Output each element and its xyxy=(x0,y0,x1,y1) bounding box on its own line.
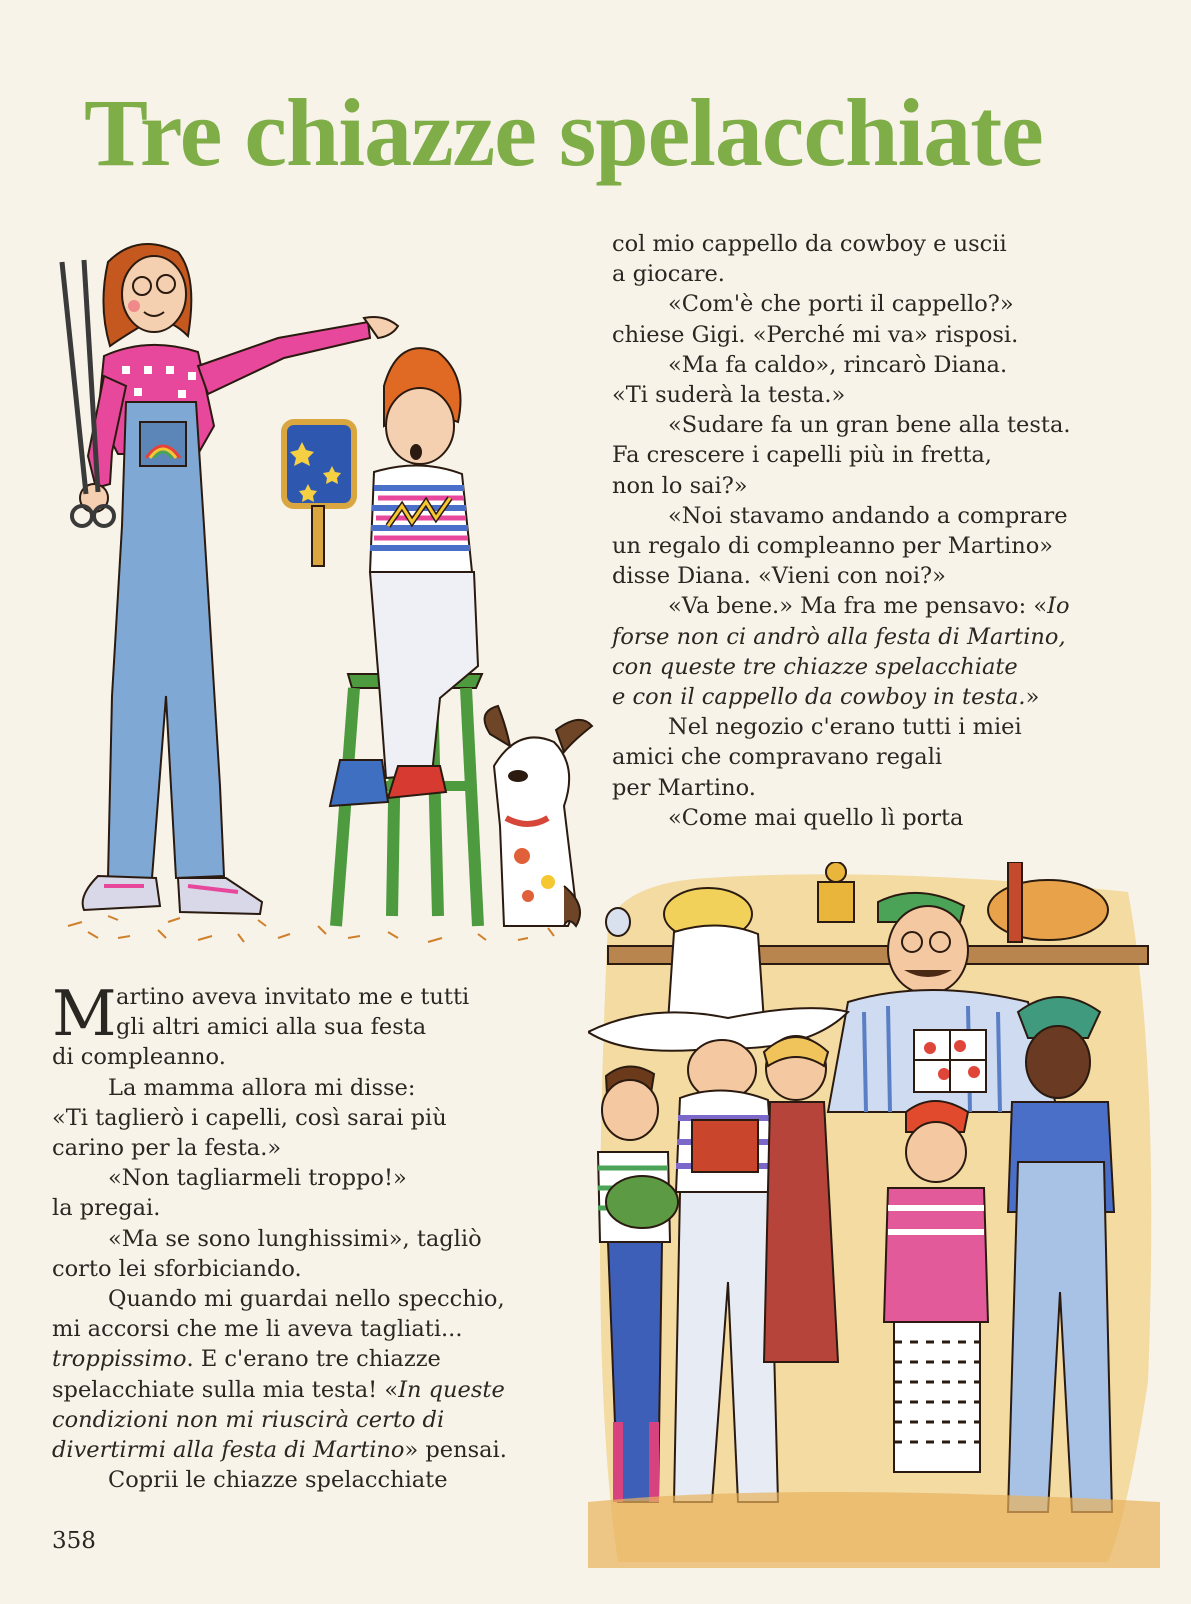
text-line: Fa crescere i capelli più in fretta, xyxy=(612,442,992,469)
text-segment: » xyxy=(1025,684,1040,711)
text-line: disse Diana. «Vieni con noi?» xyxy=(612,563,946,590)
shop-floor xyxy=(588,1492,1160,1568)
gift-box xyxy=(914,1030,986,1092)
text-line: col mio cappello da cowboy e uscii xyxy=(612,231,1007,257)
text-segment: spelacchiate sulla mia testa! « xyxy=(52,1376,399,1403)
text-segment: e con il cappello da cowboy in testa. xyxy=(612,684,1026,711)
text-line: non lo sai?» xyxy=(612,472,748,499)
text-segment: «Va bene.» Ma fra me pensavo: « xyxy=(668,593,1048,620)
text-line: «Ti taglierò i capelli, così sarai più xyxy=(52,1104,447,1131)
text-line: «Noi stavamo andando a comprare xyxy=(668,502,1068,529)
text-segment: » pensai. xyxy=(404,1437,507,1464)
text-line: di compleanno. xyxy=(52,1044,226,1071)
right-column-text xyxy=(612,229,1132,833)
text-line: mi accorsi che me li aveva tagliati... xyxy=(52,1316,463,1343)
text-line: Nel negozio c'erano tutti i miei xyxy=(668,714,1022,741)
text-line: Coprii le chiazze spelacchiate xyxy=(108,1467,448,1494)
text-line: «Non tagliarmeli troppo!» xyxy=(108,1165,407,1192)
text-segment: . E c'erano tre chiazze xyxy=(186,1346,441,1373)
text-line xyxy=(52,1435,592,1465)
dog-figure xyxy=(485,706,592,926)
text-line xyxy=(52,1344,592,1374)
page-number: 358 xyxy=(52,1528,96,1554)
text-line: artino aveva invitato me e tutti xyxy=(116,984,470,1010)
hand-mirror xyxy=(284,422,354,566)
text-line: corto lei sforbiciando. xyxy=(52,1255,302,1282)
text-line: condizioni non mi riuscirà certo di xyxy=(52,1406,445,1433)
text-line xyxy=(52,1375,592,1405)
boy-figure xyxy=(284,348,482,926)
text-line xyxy=(612,591,1132,621)
text-segment: In queste xyxy=(398,1376,505,1403)
text-line: La mamma allora mi disse: xyxy=(108,1074,416,1101)
text-line: «Ma fa caldo», rincarò Diana. xyxy=(668,351,1008,378)
story-title: Tre chiazze spelacchiate xyxy=(84,79,1043,186)
text-line: a giocare. xyxy=(612,261,725,288)
text-line: «Com'è che porti il cappello?» xyxy=(668,291,1014,318)
text-line: «Ti suderà la testa.» xyxy=(612,382,846,409)
drop-cap: M xyxy=(52,977,117,1050)
text-segment: troppissimo xyxy=(52,1346,187,1373)
text-segment: Io xyxy=(1047,593,1070,620)
text-line: per Martino. xyxy=(612,774,756,801)
text-line: forse non ci andrò alla festa di Martino, xyxy=(612,623,1066,650)
text-line: un regalo di compleanno per Martino» xyxy=(612,533,1054,560)
text-line: la pregai. xyxy=(52,1195,161,1222)
text-segment: divertirmi alla festa di Martino xyxy=(52,1437,405,1464)
haircut-scene-illustration xyxy=(48,226,608,972)
text-line: Quando mi guardai nello specchio, xyxy=(108,1286,505,1313)
text-line: «Come mai quello lì porta xyxy=(668,804,964,831)
text-line: gli altri amici alla sua festa xyxy=(116,1014,427,1041)
left-column-text xyxy=(52,977,592,1495)
text-line: carino per la festa.» xyxy=(52,1135,282,1162)
text-line xyxy=(612,682,1132,712)
text-line: con queste tre chiazze spelacchiate xyxy=(612,653,1018,680)
toy-shop-friends-illustration xyxy=(588,862,1160,1568)
text-line: chiese Gigi. «Perché mi va» risposi. xyxy=(612,321,1019,348)
text-line: amici che compravano regali xyxy=(612,744,943,771)
text-line: «Ma se sono lunghissimi», tagliò xyxy=(108,1225,482,1252)
text-line: «Sudare fa un gran bene alla testa. xyxy=(668,412,1071,439)
